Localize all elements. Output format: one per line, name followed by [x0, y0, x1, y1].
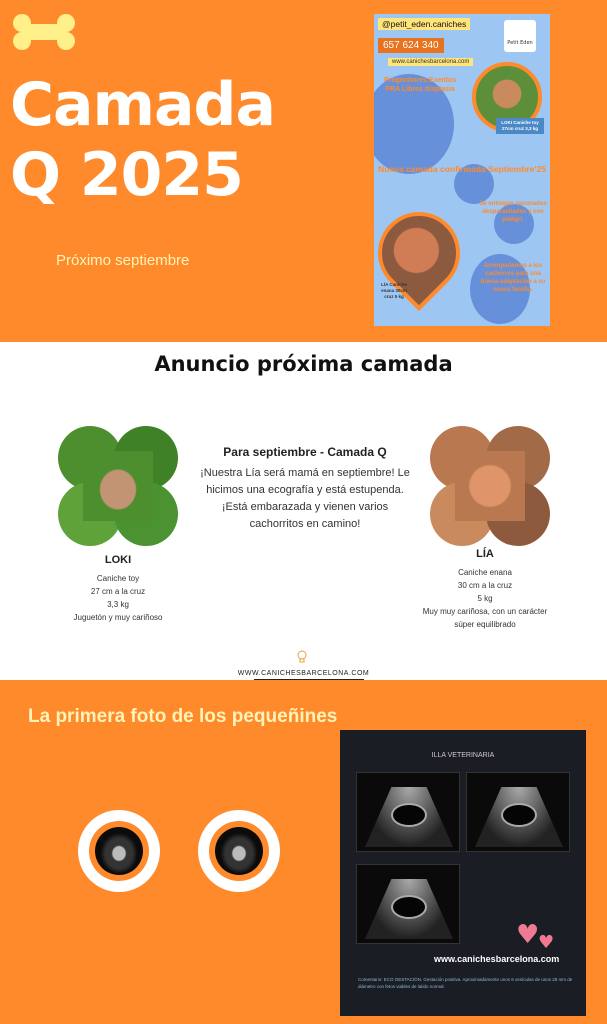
first-photos-heading: La primera foto de los pequeñines [28, 706, 338, 727]
announcement-heading: Anuncio próxima camada [154, 352, 453, 376]
lia-line: 30 cm a la cruz [457, 581, 513, 590]
litter-poster [374, 14, 550, 326]
hero-subtitle: Próximo septiembre [56, 252, 190, 269]
poster-support-note: Acompañamos a los cachorros para una buena adaptación a su nueva familia. [480, 263, 546, 293]
ultrasound-image-2 [466, 772, 570, 852]
bone-icon [12, 14, 76, 50]
loki-line: 3,3 kg [107, 600, 129, 609]
lia-line: Muy muy cariñosa, con un carácter [422, 607, 548, 616]
poster-tagline: Progenitores Exentos PRA Libres displasia [383, 77, 457, 93]
vet-site-overlay: www.canichesbarcelona.com [434, 954, 560, 964]
instagram-handle: @petit_eden.caniches [378, 18, 470, 30]
heart-icon: ♥ [516, 920, 540, 950]
footer-website-link[interactable]: WWW.CANICHESBARCELONA.COM [237, 670, 370, 677]
loki-line: Juguetón y muy cariñoso [73, 613, 163, 622]
page-title [10, 70, 275, 210]
ultrasound-image-3 [356, 864, 460, 944]
poster-delivery-note: Se entregan vacunados desparasitados y con pedigrí. [479, 201, 547, 223]
announcement-text: ¡Nuestra Lía será mamá en septiembre! Le hicimos una ecografía y está estupenda. ¡Está embarazada y vienen varios cachorritos en camino! [200, 467, 410, 530]
vet-comment: Comentario: ECO GESTACIÓN. Gestación positiva. Aproximadamente unos 6 vesículas de unos 28 mm de diámetro con fetos viables de latido normal. [358, 977, 573, 989]
lia-photo [430, 426, 550, 546]
vet-report [340, 730, 586, 1016]
loki-name: LOKI [104, 554, 132, 566]
poster-loki-tag: LOKI Caniche toy 27cm cruz 3,3 kg [496, 118, 544, 134]
hero-section [0, 0, 607, 342]
petit-eden-logo: Petit Eden [504, 20, 536, 52]
loki-line: 27 cm a la cruz [90, 587, 146, 596]
lia-line: súper equilibrado [454, 620, 516, 629]
loki-photo [58, 426, 178, 546]
announcement-section [0, 342, 607, 680]
ultrasound-image-1 [356, 772, 460, 852]
poster-lia-tag: LÍA Caniche enana 30cm cruz 5 kg [381, 282, 407, 299]
lightbulb-icon [296, 650, 308, 664]
lia-line: 5 kg [477, 594, 493, 603]
ultrasound-thumb-1 [78, 810, 160, 892]
poster-headline: Nueva camada confirmada Septiembre'25 [378, 164, 546, 174]
loki-details [38, 572, 198, 624]
announcement-title: Para septiembre - Camada Q [223, 445, 387, 459]
poster-website: www.canichesbarcelona.com [388, 58, 473, 66]
heart-icon: ♥ [538, 932, 555, 953]
title-line-1: Camada [10, 70, 275, 140]
lia-name: LÍA [476, 548, 494, 560]
title-line-2: Q 2025 [10, 140, 243, 210]
loki-line: Caniche toy [96, 574, 140, 583]
vet-clinic-name: ILLA VETERINARIA [431, 752, 495, 759]
first-photos-section [0, 680, 607, 1024]
ultrasound-thumb-2 [198, 810, 280, 892]
phone-number: 657 624 340 [378, 38, 444, 53]
lia-line: Caniche enana [458, 568, 512, 577]
lia-details [405, 566, 565, 631]
